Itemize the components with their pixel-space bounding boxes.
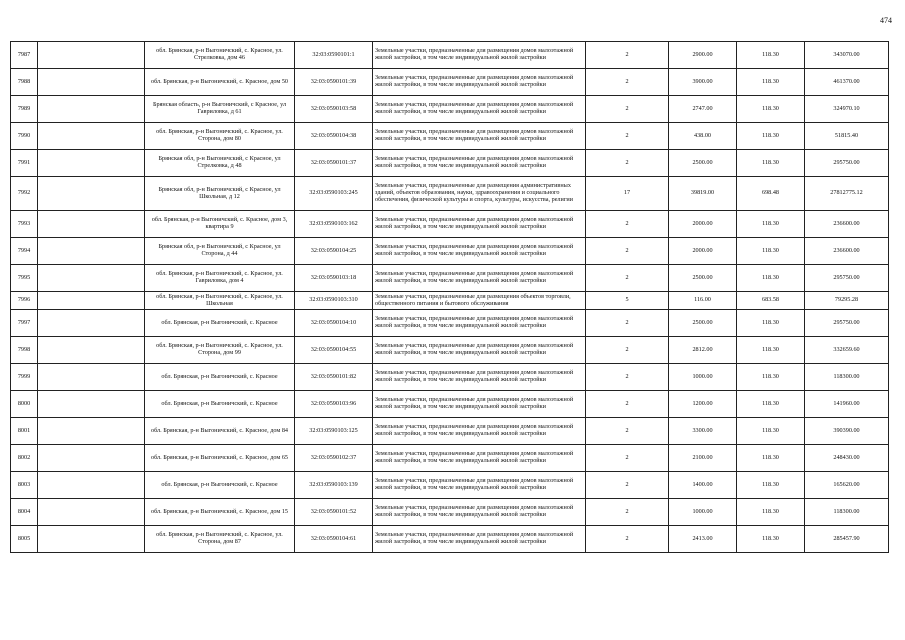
blank-cell: [38, 96, 145, 123]
table-row: [11, 364, 889, 391]
blank-cell: [38, 337, 145, 364]
blank-cell: [38, 123, 145, 150]
cadastral-number-cell: 32:03:0590103:245: [295, 177, 373, 211]
area-cell: 2413.00: [669, 526, 737, 553]
group-number-cell: 2: [586, 265, 669, 292]
row-number: 7994: [11, 238, 38, 265]
cadastral-number-cell: 32:03:0590101:1: [295, 42, 373, 69]
row-number: 7990: [11, 123, 38, 150]
table-row: [11, 211, 889, 238]
group-number-cell: 2: [586, 499, 669, 526]
cadastral-number-cell: 32:03:0590101:39: [295, 69, 373, 96]
specific-value-cell: 118.30: [737, 265, 805, 292]
group-number-cell: 2: [586, 42, 669, 69]
group-number-cell: 2: [586, 123, 669, 150]
row-number: 7993: [11, 211, 38, 238]
cadastral-number-cell: 32:03:0590103:125: [295, 418, 373, 445]
cadastral-value-cell: 332659.60: [805, 337, 889, 364]
area-cell: 438.00: [669, 123, 737, 150]
cadastral-value-cell: 141960.00: [805, 391, 889, 418]
table-row: [11, 265, 889, 292]
land-use-cell: Земельные участки, предназначенные для размещения домов малоэтажной жилой застройки, в том числе индивидуальной жилой застройки: [373, 123, 586, 150]
address-cell: обл. Брянская, р-н Выгоничский, с. Красное, дом 84: [145, 418, 295, 445]
cadastral-number-cell: 32:03:0590103:139: [295, 472, 373, 499]
area-cell: 116.00: [669, 292, 737, 310]
land-use-cell: Земельные участки, предназначенные для размещения домов малоэтажной жилой застройки, в том числе индивидуальной жилой застройки: [373, 526, 586, 553]
group-number-cell: 2: [586, 238, 669, 265]
group-number-cell: 5: [586, 292, 669, 310]
address-cell: обл. Брянская, р-н Выгоничский, с. Красное, дом 3, квартира 9: [145, 211, 295, 238]
specific-value-cell: 683.58: [737, 292, 805, 310]
address-cell: обл. Брянская, р-н Выгоничский, с. Красное, дом 15: [145, 499, 295, 526]
row-number: 7997: [11, 310, 38, 337]
address-cell: обл. Брянская, р-н Выгоничский, с. Красное, ул. Сторона, дом 80: [145, 123, 295, 150]
row-number: 7987: [11, 42, 38, 69]
table-row: [11, 391, 889, 418]
table-row: [11, 238, 889, 265]
specific-value-cell: 118.30: [737, 123, 805, 150]
blank-cell: [38, 391, 145, 418]
land-use-cell: Земельные участки, предназначенные для размещения домов малоэтажной жилой застройки, в том числе индивидуальной жилой застройки: [373, 150, 586, 177]
blank-cell: [38, 499, 145, 526]
cadastral-value-cell: 51815.40: [805, 123, 889, 150]
land-use-cell: Земельные участки, предназначенные для размещения домов малоэтажной жилой застройки, в том числе индивидуальной жилой застройки: [373, 69, 586, 96]
land-use-cell: Земельные участки, предназначенные для размещения домов малоэтажной жилой застройки, в том числе индивидуальной жилой застройки: [373, 445, 586, 472]
address-cell: Брянская обл, р-н Выгоничский, с Красное, ул Школьная, д 12: [145, 177, 295, 211]
cadastral-number-cell: 32:03:0590104:61: [295, 526, 373, 553]
specific-value-cell: 118.30: [737, 211, 805, 238]
specific-value-cell: 118.30: [737, 526, 805, 553]
land-use-cell: Земельные участки, предназначенные для размещения домов малоэтажной жилой застройки, в том числе индивидуальной жилой застройки: [373, 364, 586, 391]
cadastral-number-cell: 32:03:0590104:38: [295, 123, 373, 150]
table-row: [11, 472, 889, 499]
cadastral-value-cell: 118300.00: [805, 499, 889, 526]
specific-value-cell: 118.30: [737, 391, 805, 418]
group-number-cell: 2: [586, 69, 669, 96]
land-use-cell: Земельные участки, предназначенные для размещения домов малоэтажной жилой застройки, в том числе индивидуальной жилой застройки: [373, 211, 586, 238]
table-row: [11, 337, 889, 364]
land-use-cell: Земельные участки, предназначенные для размещения домов малоэтажной жилой застройки, в том числе индивидуальной жилой застройки: [373, 238, 586, 265]
blank-cell: [38, 150, 145, 177]
address-cell: обл. Брянская, р-н Выгоничский, с. Красное: [145, 310, 295, 337]
land-use-cell: Земельные участки, предназначенные для размещения домов малоэтажной жилой застройки, в том числе индивидуальной жилой застройки: [373, 418, 586, 445]
group-number-cell: 2: [586, 391, 669, 418]
address-cell: Брянская обл, р-н Выгоничский, с Красное, ул Сторона, д 44: [145, 238, 295, 265]
specific-value-cell: 698.48: [737, 177, 805, 211]
specific-value-cell: 118.30: [737, 418, 805, 445]
row-number: 8001: [11, 418, 38, 445]
area-cell: 2500.00: [669, 265, 737, 292]
address-cell: обл. Брянская, р-н Выгоничский, с. Красное: [145, 364, 295, 391]
cadastral-value-table: [10, 41, 889, 553]
specific-value-cell: 118.30: [737, 42, 805, 69]
land-use-cell: Земельные участки, предназначенные для размещения домов малоэтажной жилой застройки, в том числе индивидуальной жилой застройки: [373, 265, 586, 292]
blank-cell: [38, 364, 145, 391]
address-cell: обл. Брянская, р-н Выгоничский, с. Красное: [145, 391, 295, 418]
blank-cell: [38, 265, 145, 292]
row-number: 8003: [11, 472, 38, 499]
table-row: [11, 310, 889, 337]
land-use-cell: Земельные участки, предназначенные для размещения домов малоэтажной жилой застройки, в том числе индивидуальной жилой застройки: [373, 42, 586, 69]
address-cell: Брянская обл, р-н Выгоничский, с Красное, ул Стрелковка, д 48: [145, 150, 295, 177]
address-cell: обл. Брянская, р-н Выгоничский, с. Красное, ул. Гавриловка, дом 4: [145, 265, 295, 292]
blank-cell: [38, 310, 145, 337]
area-cell: 3300.00: [669, 418, 737, 445]
group-number-cell: 2: [586, 211, 669, 238]
group-number-cell: 2: [586, 310, 669, 337]
table-row: [11, 123, 889, 150]
group-number-cell: 2: [586, 472, 669, 499]
cadastral-value-cell: 248430.00: [805, 445, 889, 472]
land-use-cell: Земельные участки, предназначенные для размещения объектов торговли, общественного питания и бытового обслуживания: [373, 292, 586, 310]
group-number-cell: 2: [586, 96, 669, 123]
address-cell: Брянская область, р-н Выгоничский, с Красное, ул Гавриловка, д 61: [145, 96, 295, 123]
specific-value-cell: 118.30: [737, 238, 805, 265]
address-cell: обл. Брянская, р-н Выгоничский, с. Красное, ул. Школьная: [145, 292, 295, 310]
area-cell: 2100.00: [669, 445, 737, 472]
area-cell: 2812.00: [669, 337, 737, 364]
blank-cell: [38, 238, 145, 265]
cadastral-value-cell: 324970.10: [805, 96, 889, 123]
row-number: 7992: [11, 177, 38, 211]
row-number: 7999: [11, 364, 38, 391]
group-number-cell: 2: [586, 418, 669, 445]
area-cell: 2500.00: [669, 150, 737, 177]
row-number: 8005: [11, 526, 38, 553]
row-number: 8002: [11, 445, 38, 472]
cadastral-number-cell: 32:03:0590103:96: [295, 391, 373, 418]
specific-value-cell: 118.30: [737, 310, 805, 337]
table-row: [11, 292, 889, 310]
address-cell: обл. Брянская, р-н Выгоничский, с. Красное, дом 50: [145, 69, 295, 96]
table-row: [11, 177, 889, 211]
cadastral-number-cell: 32:03:0590101:37: [295, 150, 373, 177]
blank-cell: [38, 526, 145, 553]
area-cell: 1200.00: [669, 391, 737, 418]
table-row: [11, 96, 889, 123]
cadastral-value-cell: 461370.00: [805, 69, 889, 96]
specific-value-cell: 118.30: [737, 69, 805, 96]
cadastral-value-cell: 165620.00: [805, 472, 889, 499]
row-number: 7996: [11, 292, 38, 310]
blank-cell: [38, 211, 145, 238]
group-number-cell: 2: [586, 337, 669, 364]
table-body: [11, 42, 889, 553]
land-use-cell: Земельные участки, предназначенные для размещения домов малоэтажной жилой застройки, в том числе индивидуальной жилой застройки: [373, 499, 586, 526]
table-row: [11, 418, 889, 445]
specific-value-cell: 118.30: [737, 150, 805, 177]
blank-cell: [38, 69, 145, 96]
specific-value-cell: 118.30: [737, 472, 805, 499]
cadastral-value-cell: 343070.00: [805, 42, 889, 69]
land-use-cell: Земельные участки, предназначенные для размещения домов малоэтажной жилой застройки, в том числе индивидуальной жилой застройки: [373, 337, 586, 364]
cadastral-number-cell: 32:03:0590102:37: [295, 445, 373, 472]
area-cell: 1000.00: [669, 364, 737, 391]
cadastral-value-cell: 79295.28: [805, 292, 889, 310]
land-use-cell: Земельные участки, предназначенные для размещения домов малоэтажной жилой застройки, в том числе индивидуальной жилой застройки: [373, 96, 586, 123]
area-cell: 1400.00: [669, 472, 737, 499]
group-number-cell: 2: [586, 445, 669, 472]
blank-cell: [38, 445, 145, 472]
cadastral-value-cell: 285457.90: [805, 526, 889, 553]
cadastral-value-cell: 295750.00: [805, 150, 889, 177]
table-row: [11, 445, 889, 472]
address-cell: обл. Брянская, р-н Выгоничский, с. Красное, ул. Сторона, дом 87: [145, 526, 295, 553]
row-number: 7988: [11, 69, 38, 96]
cadastral-value-cell: 118300.00: [805, 364, 889, 391]
table-row: [11, 499, 889, 526]
row-number: 7998: [11, 337, 38, 364]
table-row: [11, 69, 889, 96]
area-cell: 2500.00: [669, 310, 737, 337]
cadastral-value-cell: 236600.00: [805, 211, 889, 238]
cadastral-number-cell: 32:03:0590104:25: [295, 238, 373, 265]
cadastral-number-cell: 32:03:0590103:162: [295, 211, 373, 238]
cadastral-number-cell: 32:03:0590103:310: [295, 292, 373, 310]
row-number: 7991: [11, 150, 38, 177]
cadastral-value-cell: 236600.00: [805, 238, 889, 265]
row-number: 7989: [11, 96, 38, 123]
group-number-cell: 2: [586, 150, 669, 177]
land-use-cell: Земельные участки, предназначенные для размещения домов малоэтажной жилой застройки, в том числе индивидуальной жилой застройки: [373, 472, 586, 499]
address-cell: обл. Брянская, р-н Выгоничский, с. Красное: [145, 472, 295, 499]
area-cell: 2000.00: [669, 238, 737, 265]
specific-value-cell: 118.30: [737, 445, 805, 472]
group-number-cell: 2: [586, 526, 669, 553]
area-cell: 1000.00: [669, 499, 737, 526]
group-number-cell: 2: [586, 364, 669, 391]
cadastral-number-cell: 32:03:0590104:10: [295, 310, 373, 337]
blank-cell: [38, 292, 145, 310]
cadastral-number-cell: 32:03:0590104:55: [295, 337, 373, 364]
cadastral-number-cell: 32:03:0590101:52: [295, 499, 373, 526]
table-row: [11, 42, 889, 69]
blank-cell: [38, 42, 145, 69]
page-number: 474: [880, 16, 892, 25]
cadastral-value-cell: 27812775.12: [805, 177, 889, 211]
area-cell: 3900.00: [669, 69, 737, 96]
area-cell: 2747.00: [669, 96, 737, 123]
land-use-cell: Земельные участки, предназначенные для размещения домов малоэтажной жилой застройки, в том числе индивидуальной жилой застройки: [373, 391, 586, 418]
area-cell: 39819.00: [669, 177, 737, 211]
address-cell: обл. Брянская, р-н Выгоничский, с. Красное, ул. Стрелковка, дом 46: [145, 42, 295, 69]
area-cell: 2000.00: [669, 211, 737, 238]
blank-cell: [38, 177, 145, 211]
cadastral-value-cell: 295750.00: [805, 310, 889, 337]
specific-value-cell: 118.30: [737, 364, 805, 391]
cadastral-value-cell: 295750.00: [805, 265, 889, 292]
group-number-cell: 17: [586, 177, 669, 211]
blank-cell: [38, 472, 145, 499]
row-number: 8000: [11, 391, 38, 418]
cadastral-number-cell: 32:03:0590103:18: [295, 265, 373, 292]
land-use-cell: Земельные участки, предназначенные для размещения домов малоэтажной жилой застройки, в том числе индивидуальной жилой застройки: [373, 310, 586, 337]
row-number: 8004: [11, 499, 38, 526]
cadastral-number-cell: 32:03:0590101:82: [295, 364, 373, 391]
specific-value-cell: 118.30: [737, 337, 805, 364]
cadastral-number-cell: 32:03:0590103:58: [295, 96, 373, 123]
specific-value-cell: 118.30: [737, 499, 805, 526]
address-cell: обл. Брянская, р-н Выгоничский, с. Красное, ул. Сторона, дом 99: [145, 337, 295, 364]
land-use-cell: Земельные участки, предназначенные для размещения административных зданий, объектов образования, науки, здравоохранения и социального обеспечения, физической культуры и спорта, культуры, искусства, религии: [373, 177, 586, 211]
blank-cell: [38, 418, 145, 445]
address-cell: обл. Брянская, р-н Выгоничский, с. Красное, дом 65: [145, 445, 295, 472]
row-number: 7995: [11, 265, 38, 292]
table-row: [11, 526, 889, 553]
cadastral-value-cell: 390390.00: [805, 418, 889, 445]
table-row: [11, 150, 889, 177]
area-cell: 2900.00: [669, 42, 737, 69]
specific-value-cell: 118.30: [737, 96, 805, 123]
